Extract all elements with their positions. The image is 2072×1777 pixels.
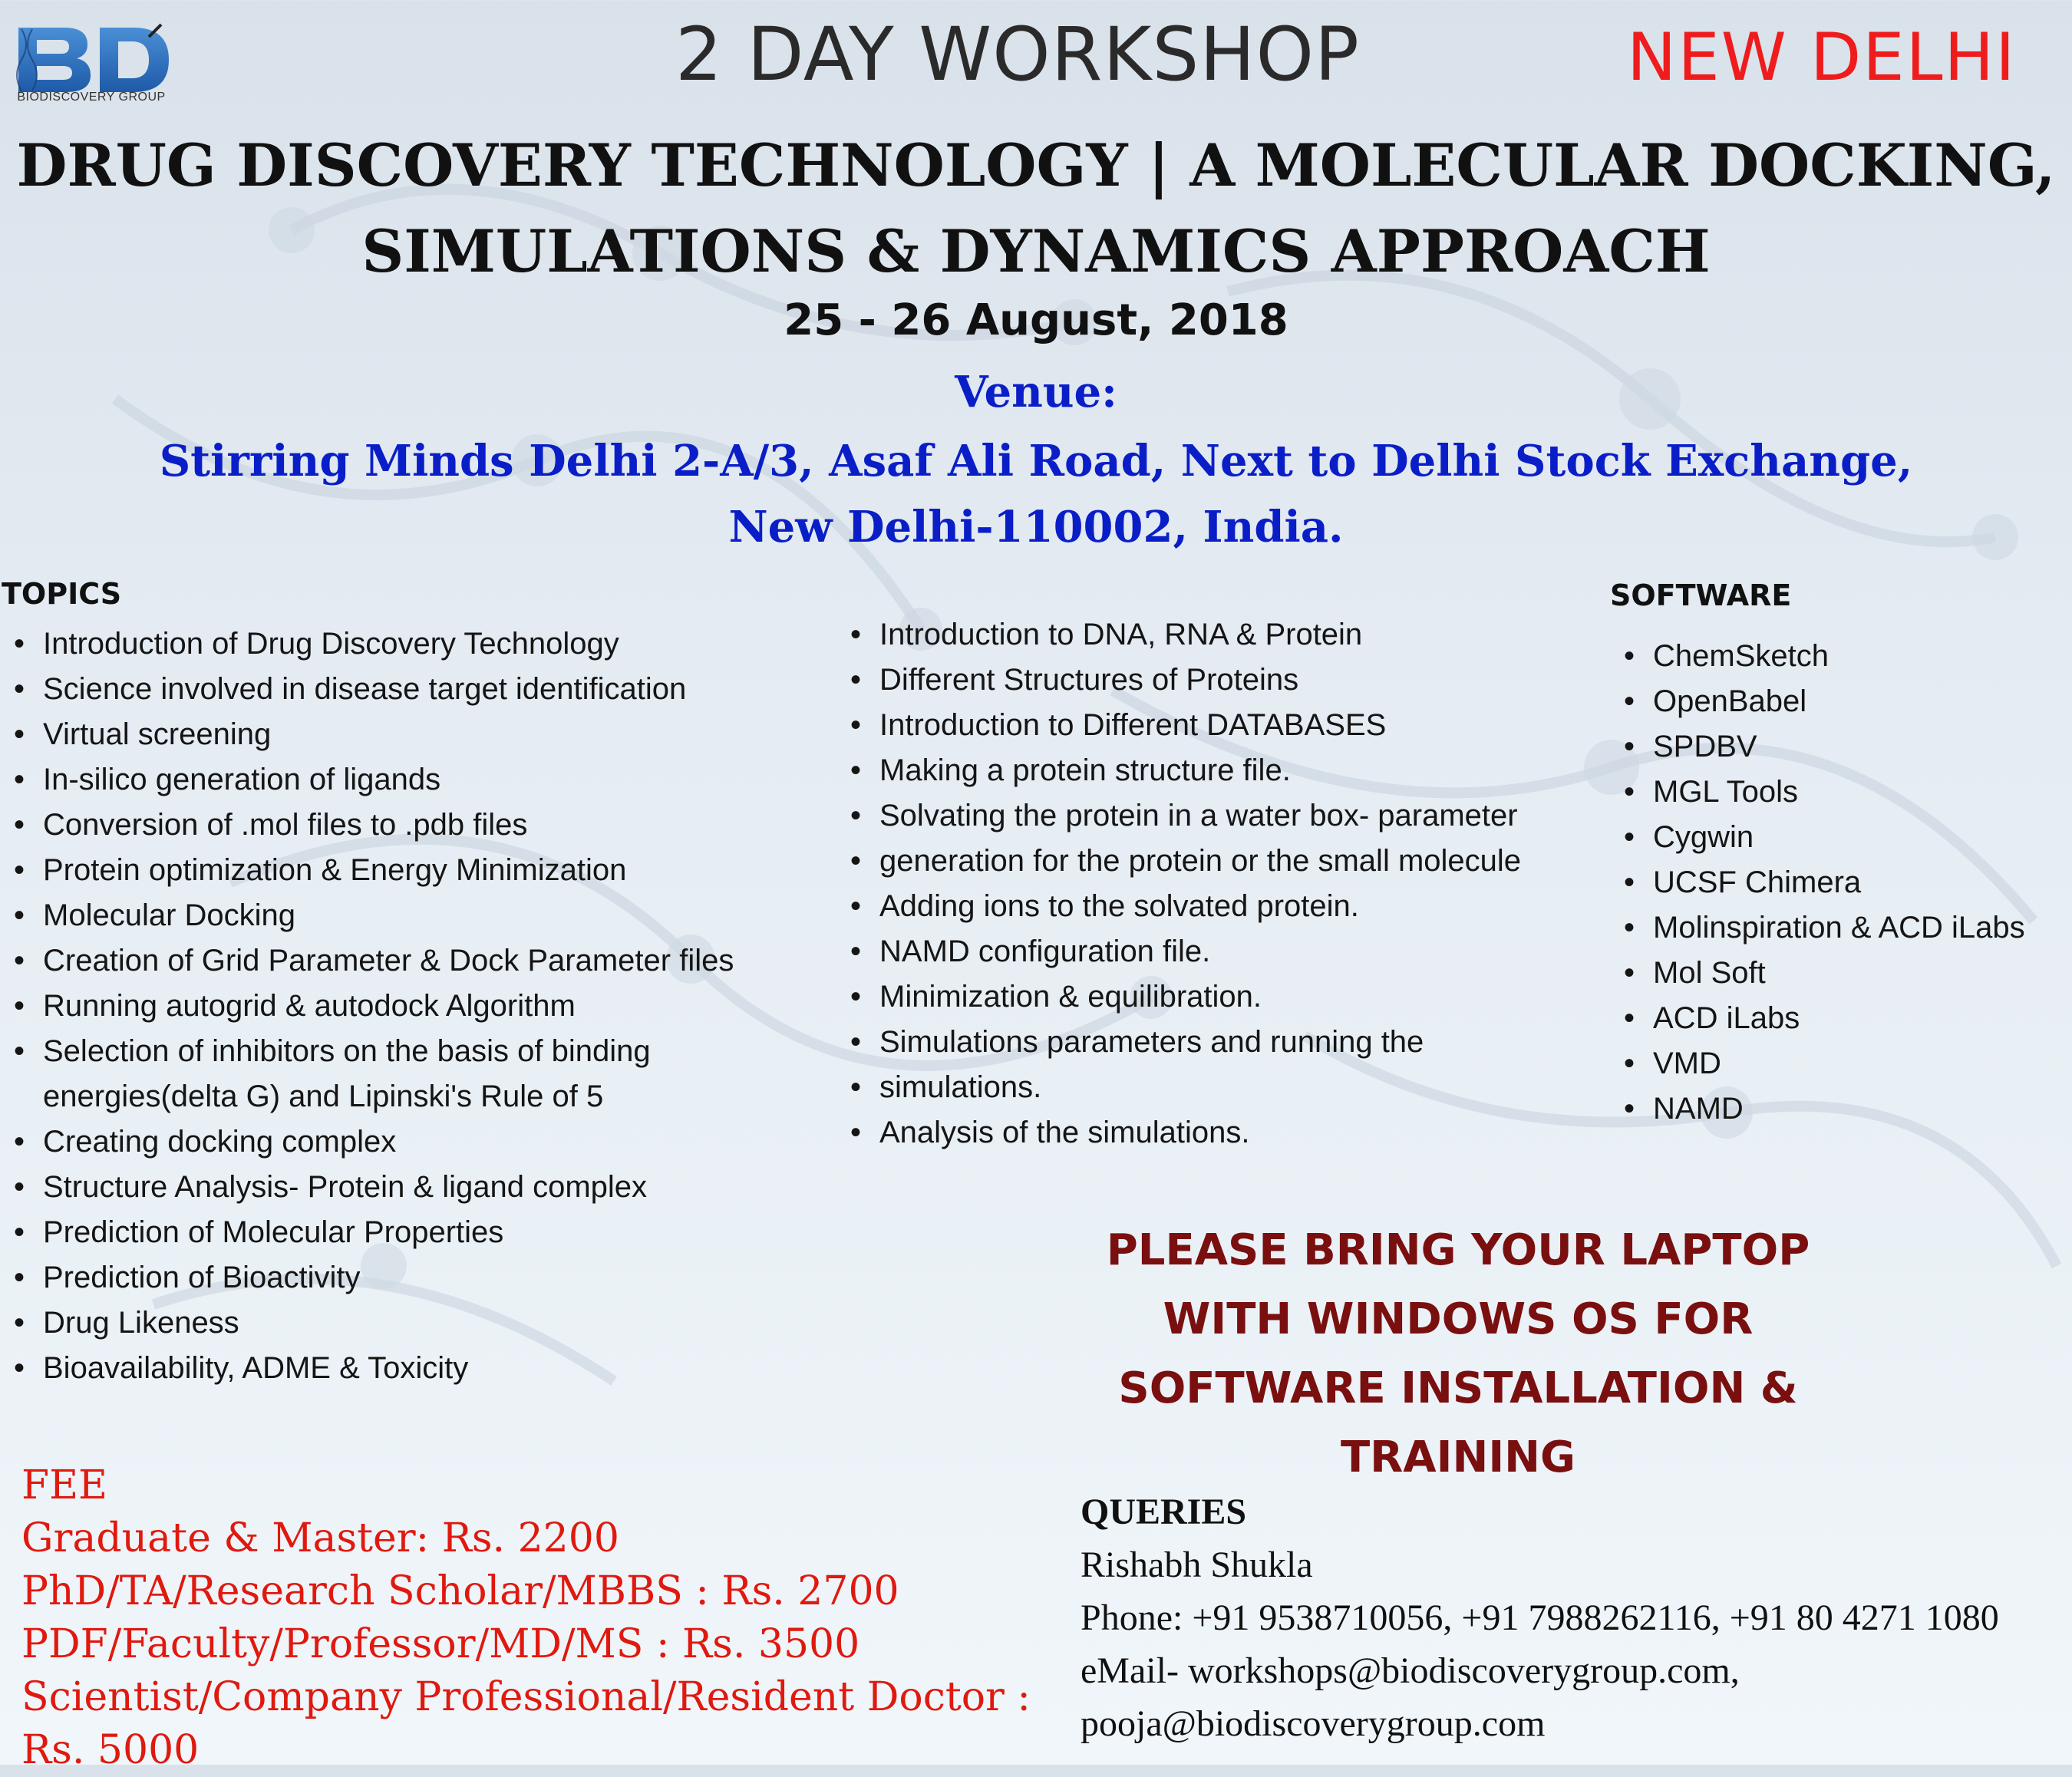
list-item: • Structure Analysis- Protein & ligand complex <box>0 1165 767 1210</box>
list-item: • Molecular Docking <box>0 893 767 938</box>
contact-email: pooja@biodiscoverygroup.com <box>1081 1703 1546 1744</box>
bd-logo-icon <box>11 21 172 94</box>
venue-label: Venue: <box>955 367 1117 417</box>
list-item: • generation for the protein or the small molecule <box>836 839 1642 884</box>
notice-line: SOFTWARE INSTALLATION & <box>1118 1363 1798 1413</box>
list-item: • Introduction to Different DATABASES <box>836 703 1642 748</box>
fee-heading: FEE <box>21 1462 107 1508</box>
notice-line: PLEASE BRING YOUR LAPTOP <box>1106 1225 1810 1275</box>
list-item: • Creating docking complex <box>0 1119 767 1165</box>
list-item: • UCSF Chimera <box>1610 860 2070 905</box>
venue-line-2: New Delhi-110002, India. <box>728 502 1344 552</box>
list-item: • Science involved in disease target identification <box>0 667 767 712</box>
list-item: • VMD <box>1610 1041 2070 1086</box>
list-item: • MGL Tools <box>1610 770 2070 815</box>
list-item: • Mol Soft <box>1610 951 2070 996</box>
software-heading: SOFTWARE <box>1610 579 1792 612</box>
list-item: • Selection of inhibitors on the basis of binding energies(delta G) and Lipinski's Rule of 5 <box>0 1029 767 1119</box>
list-item: • Bioavailability, ADME & Toxicity <box>0 1346 767 1391</box>
list-item: • Cygwin <box>1610 815 2070 860</box>
venue-line-1: Stirring Minds Delhi 2-A/3, Asaf Ali Road, Next to Delhi Stock Exchange, <box>159 436 1913 486</box>
list-item: • Analysis of the simulations. <box>836 1110 1642 1156</box>
list-item: • Running autogrid & autodock Algorithm <box>0 984 767 1029</box>
contact-name: Rishabh Shukla <box>1081 1545 1313 1585</box>
logo-caption: BIODISCOVERY GROUP <box>17 91 166 104</box>
list-item: • Molinspiration & ACD iLabs <box>1610 905 2070 951</box>
contact-email: eMail- workshops@biodiscoverygroup.com, <box>1081 1650 1740 1691</box>
queries-section <box>1081 1485 1999 1750</box>
list-item: • In-silico generation of ligands <box>0 757 767 803</box>
list-item: • Prediction of Molecular Properties <box>0 1210 767 1255</box>
list-item: • ChemSketch <box>1610 634 2070 679</box>
list-item: • simulations. <box>836 1065 1642 1110</box>
list-item: • Minimization & equilibration. <box>836 974 1642 1020</box>
biodiscovery-logo <box>11 21 172 121</box>
list-item: • OpenBabel <box>1610 679 2070 724</box>
list-item: • Simulations parameters and running the <box>836 1020 1642 1065</box>
list-item: • Prediction of Bioactivity <box>0 1255 767 1301</box>
fee-section <box>21 1459 1031 1777</box>
workshop-title <box>0 123 2072 295</box>
notice-line: TRAINING <box>1340 1432 1576 1482</box>
topics-list <box>0 621 767 1391</box>
notice-line: WITH WINDOWS OS FOR <box>1163 1294 1754 1344</box>
laptop-notice <box>1074 1216 1842 1492</box>
list-item: • Drug Likeness <box>0 1301 767 1346</box>
title-line-1: DRUG DISCOVERY TECHNOLOGY | A MOLECULAR DOCKING, <box>16 131 2056 199</box>
list-item: • SPDBV <box>1610 724 2070 770</box>
fee-line: Scientist/Company Professional/Resident Doctor : <box>21 1674 1031 1720</box>
list-item: • NAMD <box>1610 1086 2070 1132</box>
contact-phone: Phone: +91 9538710056, +91 7988262116, +91 80 4271 1080 <box>1081 1597 1999 1638</box>
simulation-topics-list <box>836 612 1642 1156</box>
list-item: • Adding ions to the solvated protein. <box>836 884 1642 929</box>
venue-address <box>0 428 2072 560</box>
list-item: • Solvating the protein in a water box- parameter <box>836 793 1642 839</box>
list-item: • Introduction to DNA, RNA & Protein <box>836 612 1642 658</box>
list-item: • Protein optimization & Energy Minimization <box>0 848 767 893</box>
workshop-heading: 2 DAY WORKSHOP <box>675 12 1360 97</box>
queries-heading: QUERIES <box>1081 1492 1247 1532</box>
title-line-2: SIMULATIONS & DYNAMICS APPROACH <box>361 217 1711 285</box>
event-date: 25 - 26 August, 2018 <box>784 295 1288 345</box>
city-label: NEW DELHI <box>1627 19 2017 96</box>
list-item: • Virtual screening <box>0 712 767 757</box>
fee-line: Graduate & Master: Rs. 2200 <box>21 1515 619 1561</box>
list-item: • Different Structures of Proteins <box>836 658 1642 703</box>
list-item: • Creation of Grid Parameter & Dock Parameter files <box>0 938 767 984</box>
fee-line: PDF/Faculty/Professor/MD/MS : Rs. 3500 <box>21 1621 860 1667</box>
software-list <box>1610 634 2070 1132</box>
list-item: • NAMD configuration file. <box>836 929 1642 974</box>
list-item: • Making a protein structure file. <box>836 748 1642 793</box>
fee-line: PhD/TA/Research Scholar/MBBS : Rs. 2700 <box>21 1568 899 1614</box>
list-item: • Introduction of Drug Discovery Technology <box>0 621 767 667</box>
list-item: • Conversion of .mol files to .pdb files <box>0 803 767 848</box>
list-item: • ACD iLabs <box>1610 996 2070 1041</box>
fee-line: Rs. 5000 <box>21 1727 200 1773</box>
topics-heading: TOPICS <box>2 577 122 611</box>
